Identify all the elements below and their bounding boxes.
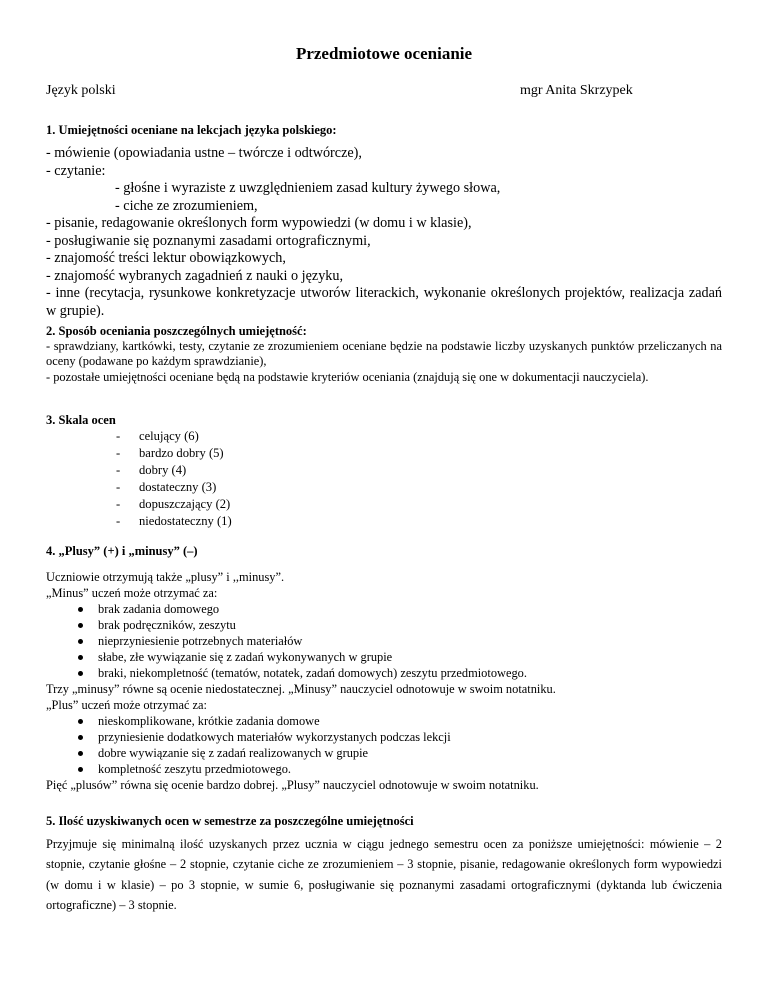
grade-label: dostateczny (3): [139, 480, 217, 494]
list-item: słabe, złe wywiązanie się z zadań wykonywanych w grupie: [46, 649, 722, 665]
section-4: [46, 543, 722, 793]
section-1-subline: - głośne i wyraziste z uwzględnieniem zasad kultury żywego słowa,: [115, 180, 501, 196]
plus-intro: „Plus” uczeń może otrzymać za:: [46, 698, 207, 712]
grade-label: dopuszczający (2): [139, 497, 231, 511]
list-item: dobre wywiązanie się z zadań realizowanych w grupie: [46, 745, 722, 761]
list-dash: -: [116, 480, 121, 494]
section-1-line: - znajomość treści lektur obowiązkowych,: [46, 250, 286, 266]
list-dash: -: [116, 497, 121, 511]
section-4-intro: Uczniowie otrzymują także „plusy” i ,,minusy”.: [46, 570, 285, 584]
section-1-line: - mówienie (opowiadania ustne – twórcze i odtwórcze),: [46, 145, 362, 161]
list-item: nieskomplikowane, krótkie zadania domowe: [46, 713, 722, 729]
plus-list: [46, 713, 722, 777]
list-item: brak zadania domowego: [46, 601, 722, 617]
grade-label: dobry (4): [139, 463, 187, 477]
grade-label: bardzo dobry (5): [139, 446, 224, 460]
minus-summary: Trzy „minusy” równe są ocenie niedostatecznej. „Minusy” nauczyciel odnotowuje w swoim notatniku.: [46, 682, 556, 696]
minus-list: [46, 601, 722, 681]
list-dash: -: [116, 429, 121, 443]
section-2: [46, 323, 722, 385]
bullet-icon: [78, 671, 83, 676]
section-1: [46, 122, 722, 320]
grade-item: [46, 445, 722, 462]
list-dash: -: [116, 463, 121, 477]
list-item: nieprzyniesienie potrzebnych materiałów: [46, 633, 722, 649]
section-5-heading: 5. Ilość uzyskiwanych ocen w semestrze za poszczególne umiejętności: [46, 814, 414, 828]
grade-item: [46, 513, 722, 530]
section-1-subline: - ciche ze zrozumieniem,: [115, 197, 258, 214]
bullet-icon: [78, 767, 83, 772]
section-1-heading: 1. Umiejętności oceniane na lekcjach języka polskiego:: [46, 123, 337, 137]
plus-summary: Pięć „plusów” równa się ocenie bardzo dobrej. „Plusy” nauczyciel odnotowuje w swoim notatniku.: [46, 778, 539, 792]
teacher-name: mgr Anita Skrzypek: [520, 83, 633, 98]
bullet-icon: [78, 639, 83, 644]
section-1-line: - znajomość wybranych zagadnień z nauki o języku,: [46, 267, 344, 284]
grade-item: [46, 428, 722, 445]
grade-scale-list: [46, 428, 722, 530]
section-1-line: - czytanie:: [46, 162, 106, 179]
list-dash: -: [116, 514, 121, 528]
section-2-line: - sprawdziany, kartkówki, testy, czytanie ze zrozumieniem oceniane będzie na podstawie liczby uzyskanych punktów przeliczanych na oceny (podawane po każdym sprawdzianie),: [46, 339, 722, 369]
bullet-icon: [78, 655, 83, 660]
grade-item: [46, 496, 722, 513]
minus-intro: „Minus” uczeń może otrzymać za:: [46, 586, 218, 600]
list-dash: -: [116, 446, 121, 460]
bullet-icon: [78, 719, 83, 724]
page-title: Przedmiotowe ocenianie: [295, 44, 473, 63]
section-1-line: - pisanie, redagowanie określonych form wypowiedzi (w domu i w klasie),: [46, 215, 472, 231]
list-item: braki, niekompletność (tematów, notatek, zadań domowych) zeszytu przedmiotowego.: [46, 665, 722, 681]
grade-label: celujący (6): [139, 429, 199, 443]
section-2-line: - pozostałe umiejętności oceniane będą na podstawie kryteriów oceniania (znajdują się one w dokumentacji nauczyciela).: [46, 369, 649, 384]
bullet-icon: [78, 623, 83, 628]
section-3: [46, 412, 722, 530]
section-4-heading: 4. „Plusy” (+) i „minusy” (–): [46, 544, 198, 558]
section-5-text: Przyjmuje się minimalną ilość uzyskanych przez ucznia w ciągu jednego semestru ocen za poniższe umiejętności: mówienie – 2 stopnie, czytanie głośne – 2 stopnie, czytanie ciche ze zrozumieniem – 3 stopnie, pisanie, redagowanie określonych form wypowiedzi (w domu i w klasie) – po 3 stopnie, w sumie 6, posługiwanie się poznanymi zasadami ortograficznymi (dyktanda lub ćwiczenia ortograficzne) – 3 stopnie.: [46, 837, 722, 913]
grade-item: [46, 479, 722, 496]
subject-name: Język polski: [46, 83, 116, 98]
grade-item: [46, 462, 722, 479]
section-1-line: - inne (recytacja, rysunkowe konkretyzacje utworów literackich, wykonanie określonych projektów, realizacja zadań w grupie).: [46, 285, 722, 319]
section-3-heading: 3. Skala ocen: [46, 413, 116, 427]
grade-label: niedostateczny (1): [139, 514, 232, 528]
list-item: przyniesienie dodatkowych materiałów wykorzystanych podczas lekcji: [46, 729, 722, 745]
bullet-icon: [78, 735, 83, 740]
section-1-line: - posługiwanie się poznanymi zasadami ortograficznymi,: [46, 232, 371, 249]
bullet-icon: [78, 751, 83, 756]
list-item: kompletność zeszytu przedmiotowego.: [46, 761, 722, 777]
list-item: brak podręczników, zeszytu: [46, 617, 722, 633]
bullet-icon: [78, 607, 83, 612]
section-5: [46, 813, 722, 916]
section-2-heading: 2. Sposób oceniania poszczególnych umiejętność:: [46, 324, 307, 338]
